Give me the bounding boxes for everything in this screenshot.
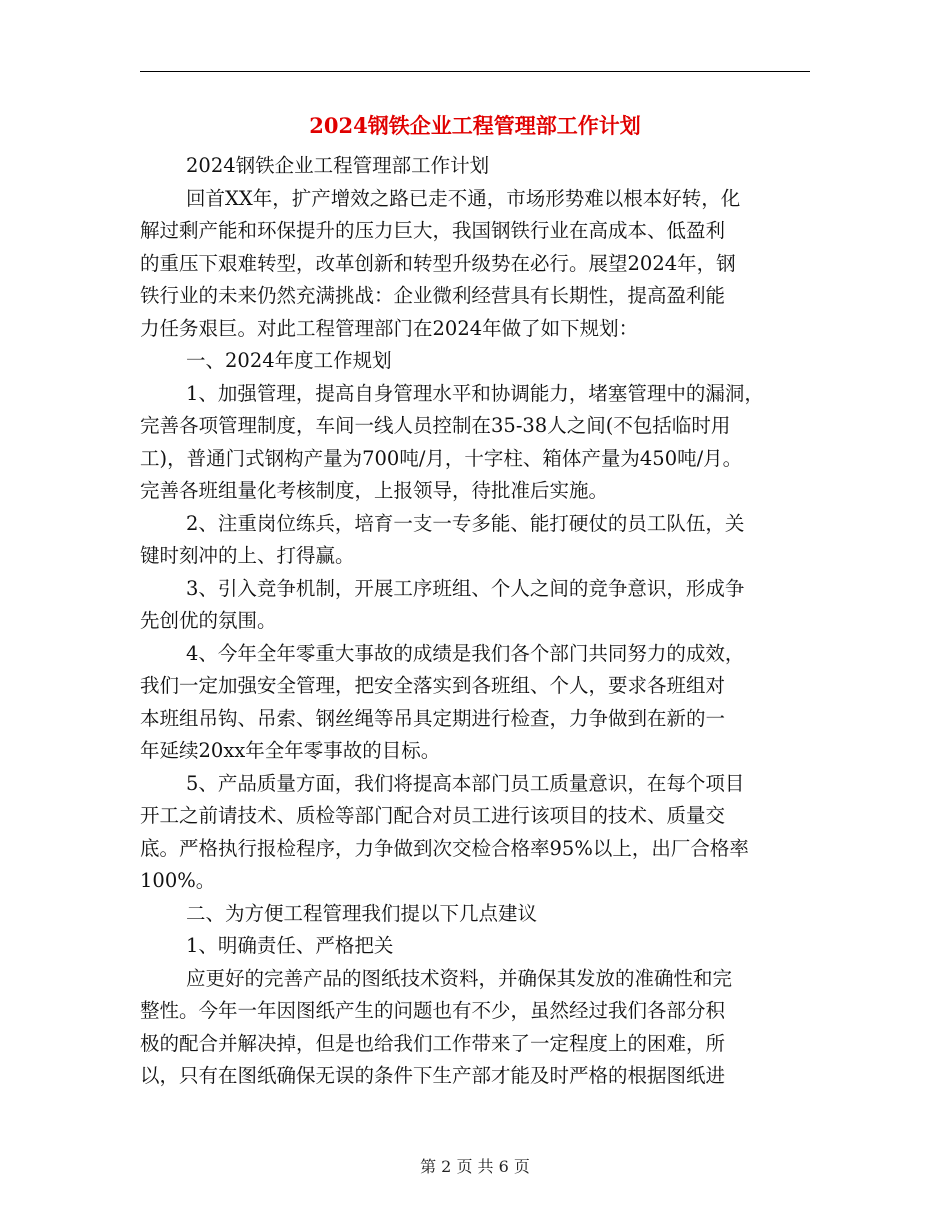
body-line: 完善各项管理制度，车间一线人员控制在35-38人之间(不包括临时用 <box>140 414 731 437</box>
body-line: 以，只有在图纸确保无误的条件下生产部才能及时严格的根据图纸进 <box>140 1064 726 1087</box>
body-line: 应更好的完善产品的图纸技术资料，并确保其发放的准确性和完 <box>186 966 733 990</box>
body-line: 整性。今年一年因图纸产生的问题也有不少，虽然经过我们各部分积 <box>140 999 726 1022</box>
body-line: 100%。 <box>140 869 216 892</box>
body-line: 1、加强管理，提高自身管理水平和协调能力，堵塞管理中的漏洞， <box>186 381 764 405</box>
body-line: 完善各班组量化考核制度，上报领导，待批准后实施。 <box>140 479 609 502</box>
body-line: 我们一定加强安全管理，把安全落实到各班组、个人，要求各班组对 <box>140 674 726 697</box>
body-line: 回首XX年，扩产增效之路已走不通，市场形势难以根本好转，化 <box>186 186 741 210</box>
body-line: 开工之前请技术、质检等部门配合对员工进行该项目的技术、质量交 <box>140 804 726 827</box>
document-title: 2024钢铁企业工程管理部工作计划 <box>309 113 641 138</box>
body-line: 工)，普通门式钢构产量为700吨/月，十字柱、箱体产量为450吨/月。 <box>140 446 743 470</box>
page-footer: 第 2 页 共 6 页 <box>420 1157 530 1176</box>
body-line: 本班组吊钩、吊索、钢丝绳等吊具定期进行检查，力争做到在新的一 <box>140 706 726 730</box>
body-line: 二、为方便工程管理我们提以下几点建议 <box>186 901 538 925</box>
body-line: 底。严格执行报检程序，力争做到次交检合格率95%以上，出厂合格率 <box>140 836 749 860</box>
body-line: 键时刻冲的上、打得赢。 <box>140 544 355 567</box>
body-line: 5、产品质量方面，我们将提高本部门员工质量意识，在每个项目 <box>186 771 745 795</box>
document-body <box>140 150 810 1093</box>
body-line: 铁行业的未来仍然充满挑战：企业微利经营具有长期性，提高盈利能 <box>140 284 726 307</box>
body-line: 的重压下艰难转型，改革创新和转型升级势在必行。展望2024年，钢 <box>140 251 736 275</box>
body-line: 2024钢铁企业工程管理部工作计划 <box>186 154 490 177</box>
header-rule <box>140 71 810 72</box>
body-line: 极的配合并解决掉，但是也给我们工作带来了一定程度上的困难，所 <box>140 1031 726 1055</box>
body-line: 1、明确责任、严格把关 <box>186 934 394 957</box>
body-line: 4、今年全年零重大事故的成绩是我们各个部门共同努力的成效， <box>186 641 745 665</box>
body-line: 3、引入竞争机制，开展工序班组、个人之间的竞争意识，形成争 <box>186 576 745 600</box>
body-line: 年延续20xx年全年零事故的目标。 <box>140 739 441 762</box>
body-line: 一、2024年度工作规划 <box>186 349 392 372</box>
body-line: 2、注重岗位练兵，培育一支一专多能、能打硬仗的员工队伍，关 <box>186 511 745 535</box>
body-line: 力任务艰巨。对此工程管理部门在2024年做了如下规划： <box>140 316 639 340</box>
body-line: 先创优的氛围。 <box>140 609 277 632</box>
body-line: 解过剩产能和环保提升的压力巨大，我国钢铁行业在高成本、低盈利 <box>140 219 726 242</box>
